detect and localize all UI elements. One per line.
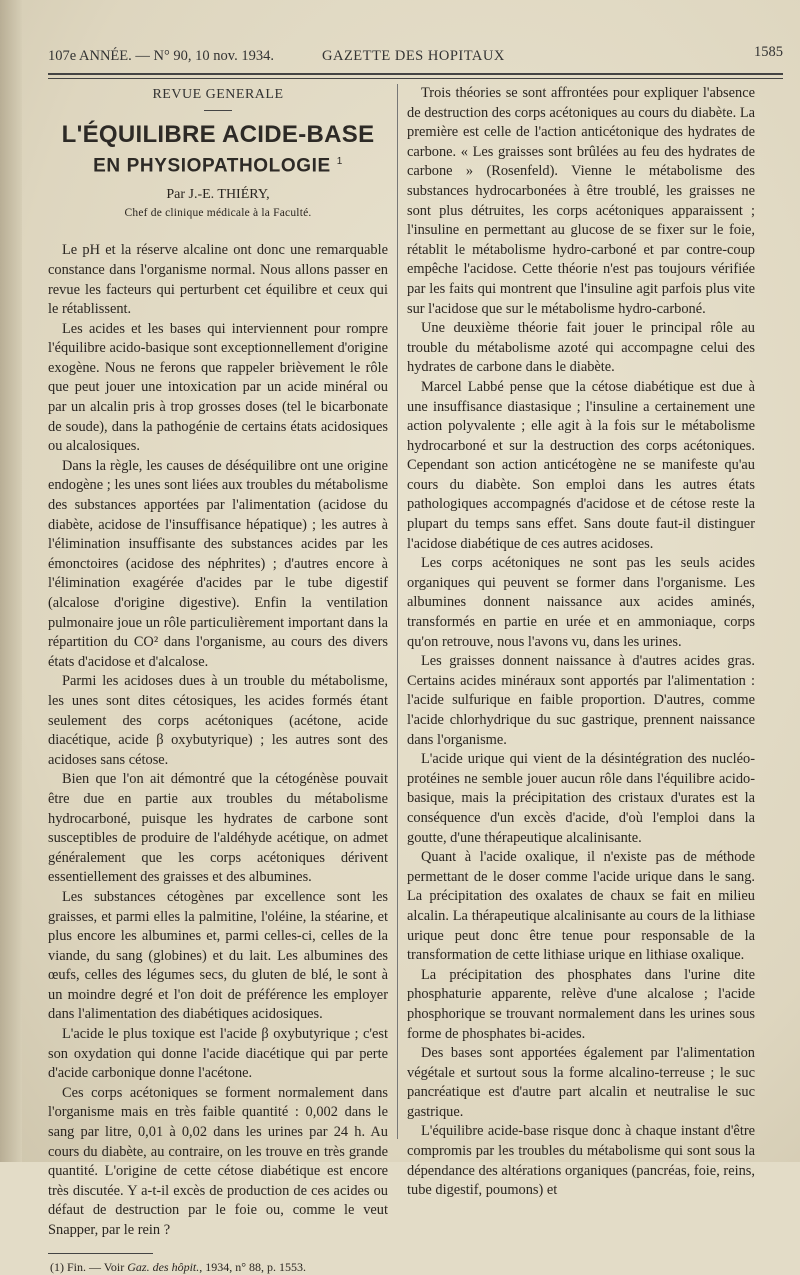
paragraph: Marcel Labbé pense que la cétose diabétique est due à une insuffisance diastasique ; l'insuline a certainement une action polyvalente ; elle agit à la fois sur le métabolisme hydrocarboné et sur la destruction des corps acétoniques. Cependant son action anticétogène ne se manifeste qu'au cours du diabète. Son emploi dans les autres états pathologiques accompagnés d'acidose et de cétose reste la plupart du temps sans effet. Sans doute faut-il distinguer l'acidose diabétique de ces autres acidoses. bbox=[407, 378, 755, 552]
paragraph: L'acide le plus toxique est l'acide β oxybutyrique ; c'est son oxydation qui donne l'acide diacétique qui par perte d'acide carbonique donne l'acétone. bbox=[48, 1026, 388, 1082]
paragraph: Parmi les acidoses dues à un trouble du métabolisme, les unes sont dites cétosiques, les acides formés étant seulement des corps acétoniques (acétone, acide diacétique, acide β oxybutyrique) ; les autres sont des acidoses sans cétose. bbox=[48, 673, 388, 768]
right-body-text bbox=[407, 84, 755, 1201]
footnote-prefix: (1) Fin. — Voir bbox=[50, 1259, 128, 1274]
paragraph: Les acides et les bases qui interviennent pour rompre l'équilibre acido-basique sont exceptionnellement d'origine exogène. Nous ne ferons que rappeler brièvement le rôle que peut jouer une intoxication par un acide minéral ou par un alcalin pris à trop grosses doses (tel le bicarbonate de soude), dans la pathogénie de certains états acidosiques ou alcalosiques. bbox=[48, 320, 388, 455]
paragraph: Le pH et la réserve alcaline ont donc une remarquable constance dans l'organisme normal. Nous allons passer en revue les facteurs qui perturbent cet équilibre et ceux qui le rétablissent. bbox=[48, 242, 388, 318]
footnote-marker: 1 bbox=[336, 156, 343, 167]
paragraph: Les corps acétoniques ne sont pas les seuls acides organiques qui peuvent se former dans l'organisme. Les albumines donnent naissance aux acides aminés, transformés en partie en urée et en ammoniaque, corps qu'on retrouve, nous l'avons vu, dans les urines. bbox=[407, 555, 755, 650]
footnote bbox=[48, 1260, 388, 1275]
paragraph: L'acide urique qui vient de la désintégration des nucléo-protéines ne semble jouer aucun rôle dans l'équilibre acido-basique, mais la précipitation des cristaux d'urates est la conséquence d'un excès d'acide, d'où l'emploi dans la goutte, d'une thérapeutique alcalinisante. bbox=[407, 751, 755, 846]
article-title: L'ÉQUILIBRE ACIDE-BASE bbox=[61, 121, 375, 148]
section-heading: REVUE GENERALE bbox=[152, 87, 284, 102]
header-rule bbox=[48, 73, 783, 75]
paragraph: Les graisses donnent naissance à d'autres acides gras. Certains acides minéraux sont apportés par l'alimentation : l'acide sulfurique en faible proportion. D'autres, comme l'acide chlorhydrique du suc gastrique, prennent naissance dans l'organisme. bbox=[407, 653, 755, 748]
left-body-text bbox=[48, 241, 388, 1240]
footnote-journal: Gaz. des hôpit. bbox=[127, 1259, 200, 1274]
paragraph: Des bases sont apportées également par l'alimentation végétale et surtout sous la forme alcalino-terreuse ; le suc pancréatique est d'autre part alcalin et neutralise le suc gastrique. bbox=[407, 1045, 755, 1120]
journal-title: GAZETTE DES HOPITAUX bbox=[322, 48, 505, 64]
author-role: Chef de clinique médicale à la Faculté. bbox=[124, 207, 312, 220]
paragraph: L'équilibre acide-base risque donc à chaque instant d'être compromis par les troubles du métabolisme qui sont sous la dépendance des altérations organiques (pancréas, foie, reins, tube digestif, poumons) et bbox=[407, 1123, 755, 1199]
page-number: 1585 bbox=[754, 44, 783, 60]
author-byline: Par J.-E. THIÉRY, bbox=[166, 187, 270, 203]
footnote-rule bbox=[48, 1253, 153, 1254]
paragraph: Dans la règle, les causes de déséquilibre ont une origine endogène ; les unes sont liées aux troubles du métabolisme des substances apportées par l'alimentation (acidose du diabète, acidose de l'insuffisance hépatique) ; les autres à l'élimination insuffisante des substances acides par les émonctoires (acidose des néphrites) ; d'autres encore à l'élimination exagérée d'acides par le tube digestif (alcalose d'origine digestive). Enfin la ventilation pulmonaire joue un rôle particulièrement important dans la répartition du CO² dans l'organisme, au cours des divers états d'acidose et d'alcalose. bbox=[48, 457, 388, 670]
paragraph: Quant à l'acide oxalique, il n'existe pas de méthode permettant de le doser comme l'acide urique dans le sang. La précipitation des oxalates de chaux se fait en milieu alcalin. La thérapeutique alcalinisante au cours de la lithiase urique peut donc être tenue pour responsable de la transformation de cette lithiase urique en lithiase oxalique. bbox=[407, 849, 755, 964]
paragraph: Trois théories se sont affrontées pour expliquer l'absence de destruction des corps acétoniques au cours du diabète. La première est celle de l'action anticétonique des hydrates de carbone. « Les graisses sont brûlées au feu des hydrates de carbone » (Rosenfeld). Vienne le métabolisme des substances hydrocarbonées à être troublé, les graisses ne sont plus détruites, les corps acétoniques apparaissent ; l'insuline en permettant au glucose de se fixer sur le foie, rétablit le métabolisme hydro-carboné et par contre-coup empêche l'acidose. Cette théorie n'est pas toujours vérifiée par les faits qui montrent que l'insuline agit parfois plus vite sur l'acidose que sur le métabolisme hydro-carboné. bbox=[407, 85, 755, 317]
issue-info: 107e ANNÉE. — N° 90, 10 nov. 1934. bbox=[48, 48, 274, 64]
binding-edge bbox=[0, 0, 22, 1162]
paragraph: Les substances cétogènes par excellence sont les graisses, et parmi elles la palmitine, l'oléine, la stéarine, et plus encore les albumines et, parmi celles-ci, celles de la viande, du sang (globines) et du lait. Les albumines des œufs, celles des légumes secs, du gluten de blé, le sont à un moindre degré et l'on doit de préférence les employer dans l'alimentation des diabétiques acidosiques. bbox=[48, 888, 388, 1023]
column-divider bbox=[397, 84, 398, 1139]
paragraph: Bien que l'on ait démontré que la cétogénèse pouvait être due en partie aux troubles du métabolisme hydrocarboné, puisque les hydrates de carbone sont susceptibles de produire de l'aldéhyde acétique, on admet généralement que les corps acétoniques dérivent essentiellement des graisses et des albumines. bbox=[48, 771, 388, 886]
left-column bbox=[48, 84, 388, 1275]
paragraph: Ces corps acétoniques se forment normalement dans l'organisme mais en très faible quantité : 0,002 dans le sang par litre, 0,01 à 0,02 dans les urines par 24 h. Au cours du diabète, au contraire, on les trouve en très grande quantité. L'origine de cette cétose diabétique est encore très discutée. Y a-t-il excès de production de ces acides ou défaut de destruction par le foie ou, comme le veut Snapper, par le rein ? bbox=[48, 1084, 388, 1239]
section-divider bbox=[204, 110, 232, 111]
header-rule-thin bbox=[48, 78, 783, 79]
paragraph: La précipitation des phosphates dans l'urine dite phosphaturie apparente, relève d'une alcalose ; l'acide phosphorique se trouvant normalement dans les urines sous forme de phosphates bi-acides. bbox=[407, 966, 755, 1042]
article-subtitle bbox=[48, 149, 388, 179]
paragraph: Une deuxième théorie fait jouer le principal rôle au trouble du métabolisme azoté qui accompagne celui des hydrates de carbone dans le diabète. bbox=[407, 320, 755, 376]
footnote-suffix: , 1934, n° 88, p. 1553. bbox=[199, 1259, 307, 1274]
running-header bbox=[48, 44, 783, 70]
right-column bbox=[407, 84, 755, 1201]
article-subtitle-text: EN PHYSIOPATHOLOGIE bbox=[93, 155, 331, 177]
